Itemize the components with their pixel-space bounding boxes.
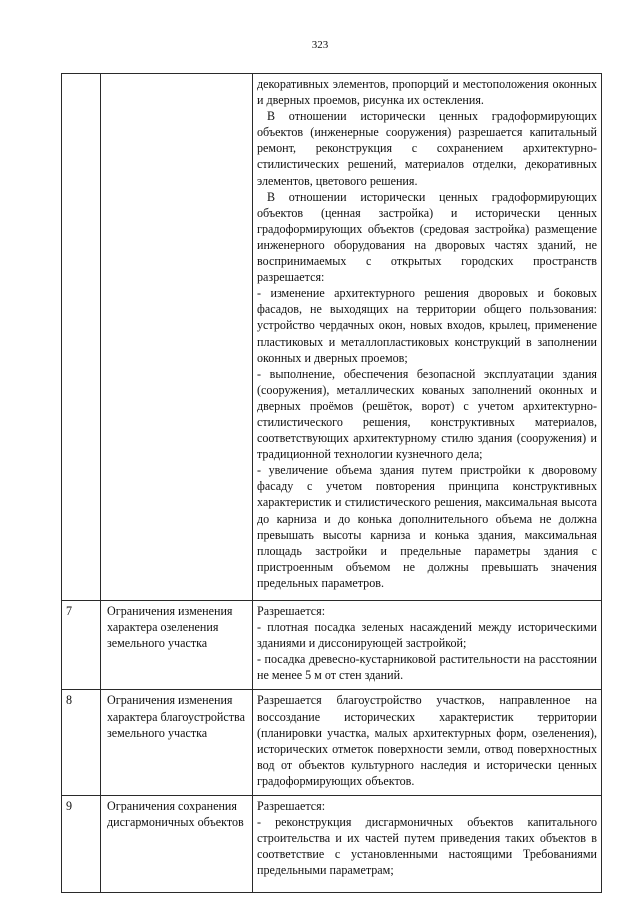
- paragraph: В отношении исторически ценных градоформирующих объектов (инженерные сооружения) разрешается капитальный ремонт, реконструкция с сохранением архитектурно-стилистических решений, материалов отделки, декоративных элементов, цветового решения.: [257, 109, 597, 188]
- row-topic: Ограничения изменения характера благоустройства земельного участка: [101, 690, 253, 796]
- paragraph: В отношении исторически ценных градоформирующих объектов (ценная застройка) и исторически ценных градоформирующих объектов (средовая застройка) размещение инженерного оборудования на дворовых частях зданий, не воспринимаемых с открытых городских пространств разрешается:: [257, 189, 597, 285]
- row-topic: Ограничения изменения характера озеленения земельного участка: [101, 601, 253, 690]
- paragraph: Разрешается:: [257, 799, 326, 814]
- page-number: 323: [311, 39, 329, 51]
- regulations-table: [61, 73, 602, 893]
- row-content: [253, 690, 602, 796]
- row-number: 9: [62, 796, 101, 893]
- row-topic: [101, 74, 253, 601]
- paragraph: Разрешается:: [257, 604, 326, 618]
- list-item: - посадка древесно-кустарниковой растительности на расстоянии не менее 5 м от стен зданий.: [257, 652, 597, 683]
- list-item: - плотная посадка зеленых насаждений между историческими зданиями и диссонирующей застройкой;: [257, 620, 597, 651]
- paragraph: декоративных элементов, пропорций и местоположения оконных и дверных проемов, рисунка их остекления.: [257, 77, 597, 108]
- table-row: [62, 796, 602, 893]
- table-row: [62, 690, 602, 796]
- list-item: - реконструкция дисгармоничных объектов капитального строительства и их частей путем приведения таких объектов в соответствие с установленными настоящими Требованиями предельными параметрам;: [257, 815, 597, 878]
- list-item: - изменение архитектурного решения дворовых и боковых фасадов, не выходящих на территории общего пользования: устройство чердачных окон, новых входов, крылец, применение пластиковых и металлопластиковых конструкций в заполнении оконных и дверных проемов;: [257, 286, 597, 365]
- row-content: [253, 74, 602, 601]
- row-content: [253, 796, 602, 893]
- row-number: [62, 74, 101, 601]
- row-number: 8: [62, 690, 101, 796]
- row-topic: Ограничения сохранения дисгармоничных объектов: [101, 796, 253, 893]
- paragraph: Разрешается благоустройство участков, направленное на воссоздание исторических характеристик территории (планировки участка, малых архитектурных форм, озеленения), исторических отметок поверхности земли, отвод поверхностных вод от объектов культурного наследия и исторически ценных градоформирующих объектов.: [257, 693, 597, 788]
- table-row: [62, 74, 602, 601]
- table-row: [62, 601, 602, 690]
- list-item: - выполнение, обеспечения безопасной эксплуатации здания (сооружения), металлических кованых заполнений оконных и дверных проёмов (решёток, ворот) с учетом архитектурно-стилистического решения, конструктивных материалов, соответствующих архитектурному стилю здания (сооружения) и традиционной технологии кузнечного дела;: [257, 366, 597, 462]
- list-item: - увеличение объема здания путем пристройки к дворовому фасаду с учетом повторения принципа конструктивных характеристик и стилистического решения, максимальная высота до карниза и до конька дополнительного объема не должна превышать высоты карниза и конька здания, максимальная площадь застройки и предельные параметры здания с пристроенным объемом не должны превышать значения предельных параметров.: [257, 463, 597, 590]
- row-number: 7: [62, 601, 101, 690]
- row-content: [253, 601, 602, 690]
